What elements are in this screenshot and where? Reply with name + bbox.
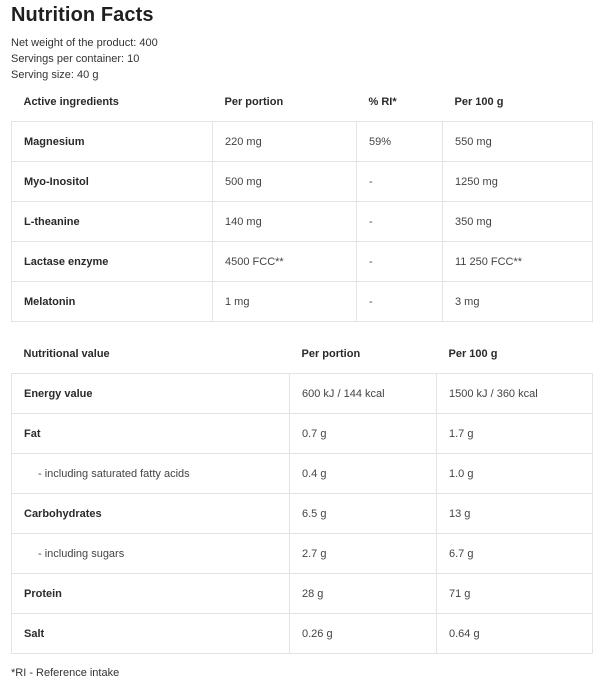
ri-value: - [357,282,443,322]
ri-value: - [357,242,443,282]
nutrient-name: Salt [12,614,290,654]
per-100g-value: 550 mg [443,122,593,162]
active-ingredients-table [11,83,593,322]
ri-value: - [357,162,443,202]
per-portion-value: 2.7 g [290,534,437,574]
per-portion-value: 28 g [290,574,437,614]
table-row [12,282,593,322]
nutrient-subitem-name: - including sugars [12,534,290,574]
column-header: Active ingredients [12,83,213,122]
per-100g-value: 3 mg [443,282,593,322]
ri-value: - [357,202,443,242]
table-row [12,614,593,654]
per-100g-value: 1250 mg [443,162,593,202]
nutrient-name: Carbohydrates [12,494,290,534]
table-row [12,414,593,454]
nutrient-name: Energy value [12,374,290,414]
per-100g-value: 71 g [437,574,593,614]
nutrient-name: Protein [12,574,290,614]
per-100g-value: 1500 kJ / 360 kcal [437,374,593,414]
per-100g-value: 11 250 FCC** [443,242,593,282]
table-row [12,202,593,242]
page-title: Nutrition Facts [11,4,154,26]
per-portion-value: 220 mg [213,122,357,162]
ingredient-name: Myo-Inositol [12,162,213,202]
ingredient-name: Lactase enzyme [12,242,213,282]
table-row [12,454,593,494]
nutritional-value-table [11,335,593,654]
per-portion-value: 0.7 g [290,414,437,454]
per-portion-value: 4500 FCC** [213,242,357,282]
footnote-text: *RI - Reference intake [11,667,120,679]
per-100g-value: 0.64 g [437,614,593,654]
column-header: Per portion [213,83,357,122]
per-100g-value: 6.7 g [437,534,593,574]
per-portion-value: 1 mg [213,282,357,322]
table-row [12,122,593,162]
column-header: Per portion [290,335,437,374]
column-header: Per 100 g [437,335,593,374]
per-portion-value: 140 mg [213,202,357,242]
nutrient-subitem-name: - including saturated fatty acids [12,454,290,494]
column-header: Per 100 g [443,83,593,122]
table-header-row [12,83,593,122]
table-row [12,162,593,202]
per-portion-value: 500 mg [213,162,357,202]
per-portion-value: 6.5 g [290,494,437,534]
table-row [12,374,593,414]
per-100g-value: 13 g [437,494,593,534]
table-header-row [12,335,593,374]
per-portion-value: 0.26 g [290,614,437,654]
serving-size-text: Serving size: 40 g [11,69,99,81]
per-100g-value: 350 mg [443,202,593,242]
net-weight-text: Net weight of the product: 400 [11,37,158,49]
nutrient-name: Fat [12,414,290,454]
column-header: Nutritional value [12,335,290,374]
per-portion-value: 0.4 g [290,454,437,494]
table-row [12,242,593,282]
ingredient-name: Magnesium [12,122,213,162]
per-portion-value: 600 kJ / 144 kcal [290,374,437,414]
ingredient-name: Melatonin [12,282,213,322]
table-row [12,574,593,614]
column-header: % RI* [357,83,443,122]
table-row [12,494,593,534]
ri-value: 59% [357,122,443,162]
ingredient-name: L-theanine [12,202,213,242]
table-row [12,534,593,574]
per-100g-value: 1.0 g [437,454,593,494]
per-100g-value: 1.7 g [437,414,593,454]
servings-text: Servings per container: 10 [11,53,140,65]
